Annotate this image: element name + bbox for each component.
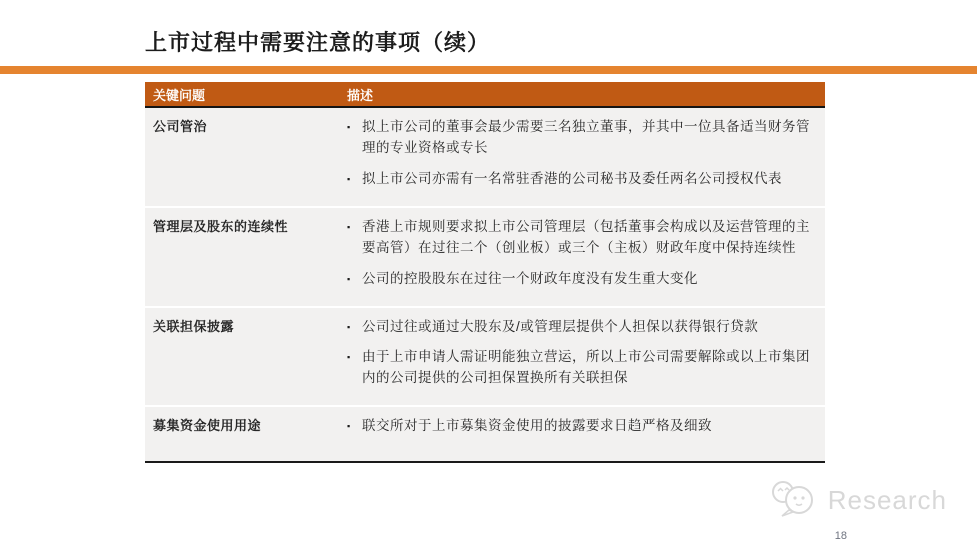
table-row <box>145 407 825 463</box>
bullet-text: 香港上市规则要求拟上市公司管理层（包括董事会构成以及运营管理的主要高管）在过往二个（创业板）或三个（主板）财政年度中保持连续性 <box>362 218 810 255</box>
issue-cell: 关联担保披露 <box>153 318 235 334</box>
bullet-item <box>347 217 813 259</box>
bullet-text: 拟上市公司亦需有一名常驻香港的公司秘书及委任两名公司授权代表 <box>362 170 782 186</box>
bullet-item <box>347 169 813 190</box>
bullet-icon: ▪ <box>347 221 351 232</box>
description-cell <box>345 208 825 306</box>
brand-watermark <box>769 478 947 523</box>
description-cell <box>345 308 825 406</box>
bullet-icon: ▪ <box>347 273 351 284</box>
key-issues-table <box>145 82 825 463</box>
bullet-text: 公司的控股股东在过往一个财政年度没有发生重大变化 <box>362 270 698 286</box>
bullet-text: 由于上市申请人需证明能独立营运，所以上市公司需要解除或以上市集团内的公司提供的公司担保置换所有关联担保 <box>362 349 810 386</box>
column-header-description: 描述 <box>347 87 374 103</box>
issue-cell: 管理层及股东的连续性 <box>153 218 289 234</box>
description-cell <box>345 108 825 206</box>
issue-cell: 募集资金使用用途 <box>153 418 262 434</box>
bullet-icon: ▪ <box>347 173 351 184</box>
bullet-icon: ▪ <box>347 122 351 132</box>
bullet-text: 联交所对于上市募集资金使用的披露要求日趋严格及细致 <box>362 418 712 434</box>
title-divider-rule <box>0 66 977 74</box>
bullet-icon: ▪ <box>347 321 351 332</box>
bullet-item <box>347 317 813 338</box>
bullet-item <box>347 416 813 437</box>
column-header-key-issues: 关键问题 <box>153 87 206 103</box>
table-row <box>145 108 825 208</box>
brand-name-text: Research <box>827 485 947 515</box>
page-title: 上市过程中需要注意的事项（续） <box>145 30 491 56</box>
bullet-item <box>347 117 813 159</box>
bullet-item <box>347 269 813 290</box>
bullet-text: 拟上市公司的董事会最少需要三名独立董事，并其中一位具备适当财务管理的专业资格或专长 <box>362 119 810 155</box>
research-logo-icon <box>769 478 819 523</box>
table-row <box>145 308 825 408</box>
bullet-item <box>347 347 813 389</box>
bullet-icon: ▪ <box>347 421 351 432</box>
table-header-row <box>145 82 825 108</box>
description-cell <box>345 407 825 461</box>
bullet-icon: ▪ <box>347 352 351 363</box>
issue-cell: 公司管治 <box>153 119 208 134</box>
page-number: 18 <box>834 530 847 542</box>
bullet-text: 公司过往或通过大股东及/或管理层提供个人担保以获得银行贷款 <box>362 318 759 334</box>
table-row <box>145 208 825 308</box>
